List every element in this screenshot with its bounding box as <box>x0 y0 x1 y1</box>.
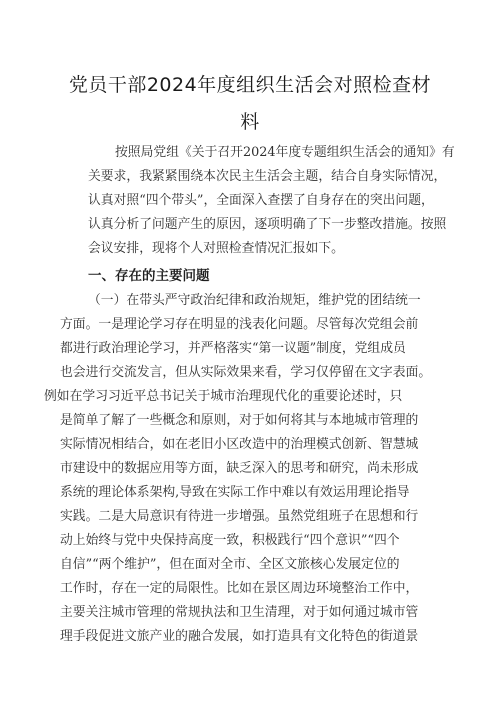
body-line: 主要关注城市管理的常规执法和卫生清理，对于如何通过城市管 <box>60 605 419 620</box>
body-line: 实际情况相结合，如在老旧小区改造中的治理模式创新、智慧城 <box>60 437 419 452</box>
intro-line: 关要求，我紧紧围绕本次民主生活会主题，结合自身实际情况， <box>88 169 447 184</box>
body-line: （一）在带头严守政治纪律和政治规矩，维护党的团结统一 <box>88 293 421 308</box>
body-line: 市建设中的数据应用等方面，缺乏深入的思考和研究，尚未形成 <box>60 461 419 476</box>
body-line: 系统的理论体系架构,导致在实际工作中难以有效运用理论指导 <box>60 485 410 500</box>
body-line: 工作时，存在一定的局限性。比如在景区周边环境整治工作中， <box>60 581 419 596</box>
document-title-line-1: 党员干部2024年度组织生活会对照检查材 <box>68 74 432 96</box>
body-line: 也会进行交流发言，但从实际效果来看，学习仅停留在文字表面。 <box>60 365 432 380</box>
body-line: 自信”“两个维护”，但在面对全市、全区文旅核心发展定位的 <box>60 557 400 572</box>
body-line: 动上始终与党中央保持高度一致，积极践行“四个意识”“四个 <box>60 533 400 548</box>
document-title-line-2: 料 <box>240 111 260 133</box>
intro-line: 认真分析了问题产生的原因，逐项明确了下一步整改措施。按照 <box>88 217 447 232</box>
body-line: 都进行政治理论学习，并严格落实“第一议题”制度，党组成员 <box>60 341 406 356</box>
intro-line: 会议安排，现将个人对照检查情况汇报如下。 <box>88 241 344 256</box>
body-line: 理手段促进文旅产业的融合发展，如打造具有文化特色的街道景 <box>60 629 419 644</box>
body-line: 方面。一是理论学习存在明显的浅表化问题。尽管每次党组会前 <box>60 317 419 332</box>
body-line: 例如在学习习近平总书记关于城市治理现代化的重要论述时，只 <box>44 389 403 404</box>
section-heading: 一、存在的主要问题 <box>88 268 210 284</box>
body-line: 是简单了解了一些概念和原则，对于如何将其与本地城市管理的 <box>60 413 419 428</box>
body-line: 实践。二是大局意识有待进一步增强。虽然党组班子在思想和行 <box>60 509 419 524</box>
intro-line: 认真对照“四个带头”，全面深入查摆了自身存在的突出问题， <box>88 193 434 208</box>
intro-line: 按照局党组《关于召开2024年度专题组织生活会的通知》有 <box>115 145 455 160</box>
